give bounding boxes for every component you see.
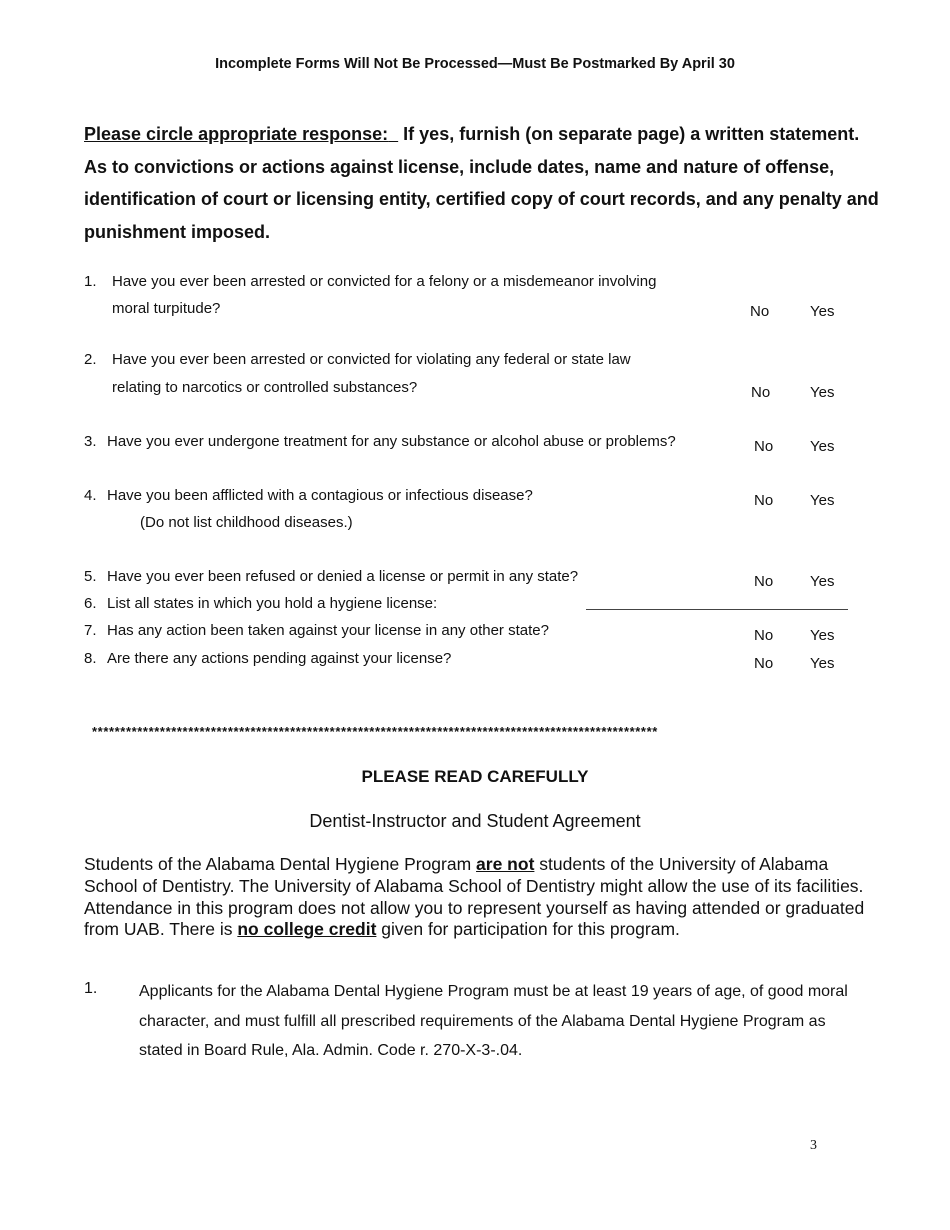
emphasis-no-college-credit: no college credit <box>237 919 377 940</box>
question-text-cont: relating to narcotics or controlled substances? <box>112 379 418 396</box>
license-states-field[interactable] <box>586 609 848 610</box>
answer-no[interactable]: No <box>750 303 770 320</box>
paragraph-text: given for participation for this program. <box>376 919 680 940</box>
paragraph-text: Students of the Alabama Dental Hygiene Program <box>84 854 477 874</box>
answer-yes[interactable]: Yes <box>810 492 835 509</box>
intro-underlined: Please circle appropriate response: <box>84 124 389 144</box>
answer-no[interactable]: No <box>754 627 774 644</box>
agreement-title: Dentist-Instructor and Student Agreement <box>309 811 641 831</box>
agreement-item-text: Applicants for the Alabama Dental Hygiene Program must be at least 19 years of age, of good moral character, and must fulfill all prescribed requirements of the Alabama Dental Hygiene Program as stated in Board Rule, Ala. Admin. Code r. 270-X-3-.04. <box>139 983 848 1059</box>
question-text: Have you been afflicted with a contagious or infectious disease? <box>107 487 533 504</box>
question-text: Are there any actions pending against your license? <box>107 650 452 667</box>
question-text: Have you ever been refused or denied a license or permit in any state? <box>107 568 579 585</box>
question-number: 8. <box>84 650 97 667</box>
answer-no[interactable]: No <box>754 492 774 509</box>
answer-yes[interactable]: Yes <box>810 573 835 590</box>
answer-no[interactable]: No <box>754 655 774 672</box>
answer-no[interactable]: No <box>754 438 774 455</box>
answer-yes[interactable]: Yes <box>810 627 835 644</box>
paragraph-text: students of the University of Alabama School of Dentistry. The University of Alabama School of Dentistry might allow the use of its facilities. Attendance in this program does not allow you to represent yourself as having attended or graduated from UAB. There is <box>84 854 865 940</box>
program-disclaimer-paragraph <box>84 854 874 941</box>
question-number: 2. <box>84 351 97 368</box>
agreement-item-number: 1. <box>84 980 98 997</box>
answer-yes[interactable]: Yes <box>810 384 835 401</box>
page-number: 3 <box>810 1138 817 1153</box>
question-number: 5. <box>84 568 97 585</box>
question-text: Have you ever been arrested or convicted for violating any federal or state law <box>112 351 631 368</box>
question-number: 6. <box>84 595 97 612</box>
answer-yes[interactable]: Yes <box>810 303 835 320</box>
answer-yes[interactable]: Yes <box>810 655 835 672</box>
header-notice: Incomplete Forms Will Not Be Processed—Must Be Postmarked By April 30 <box>215 56 735 72</box>
intro-instructions <box>84 118 884 248</box>
question-text: Have you ever undergone treatment for any substance or alcohol abuse or problems? <box>107 433 676 450</box>
question-text: Have you ever been arrested or convicted for a felony or a misdemeanor involving <box>112 273 657 290</box>
answer-no[interactable]: No <box>754 573 774 590</box>
question-text: List all states in which you hold a hygiene license: <box>107 595 438 612</box>
answer-yes[interactable]: Yes <box>810 438 835 455</box>
question-number: 7. <box>84 622 97 639</box>
question-note: (Do not list childhood diseases.) <box>140 514 353 531</box>
question-number: 3. <box>84 433 97 450</box>
question-number: 1. <box>84 273 97 290</box>
answer-no[interactable]: No <box>751 384 771 401</box>
question-text: Has any action been taken against your license in any other state? <box>107 622 549 639</box>
intro-text: If yes, furnish (on separate page) a written statement. As to convictions or actions against license, include dates, name and nature of offense, identification of court or licensing entity, certified copy of court records, and any penalty and punishment imposed. <box>84 124 879 242</box>
emphasis-are-not: are not <box>476 854 535 874</box>
question-number: 4. <box>84 487 97 504</box>
question-text-cont: moral turpitude? <box>112 300 221 317</box>
read-carefully-heading: PLEASE READ CAREFULLY <box>361 767 589 786</box>
asterisk-separator: **************************************************************************************************** <box>92 724 658 739</box>
